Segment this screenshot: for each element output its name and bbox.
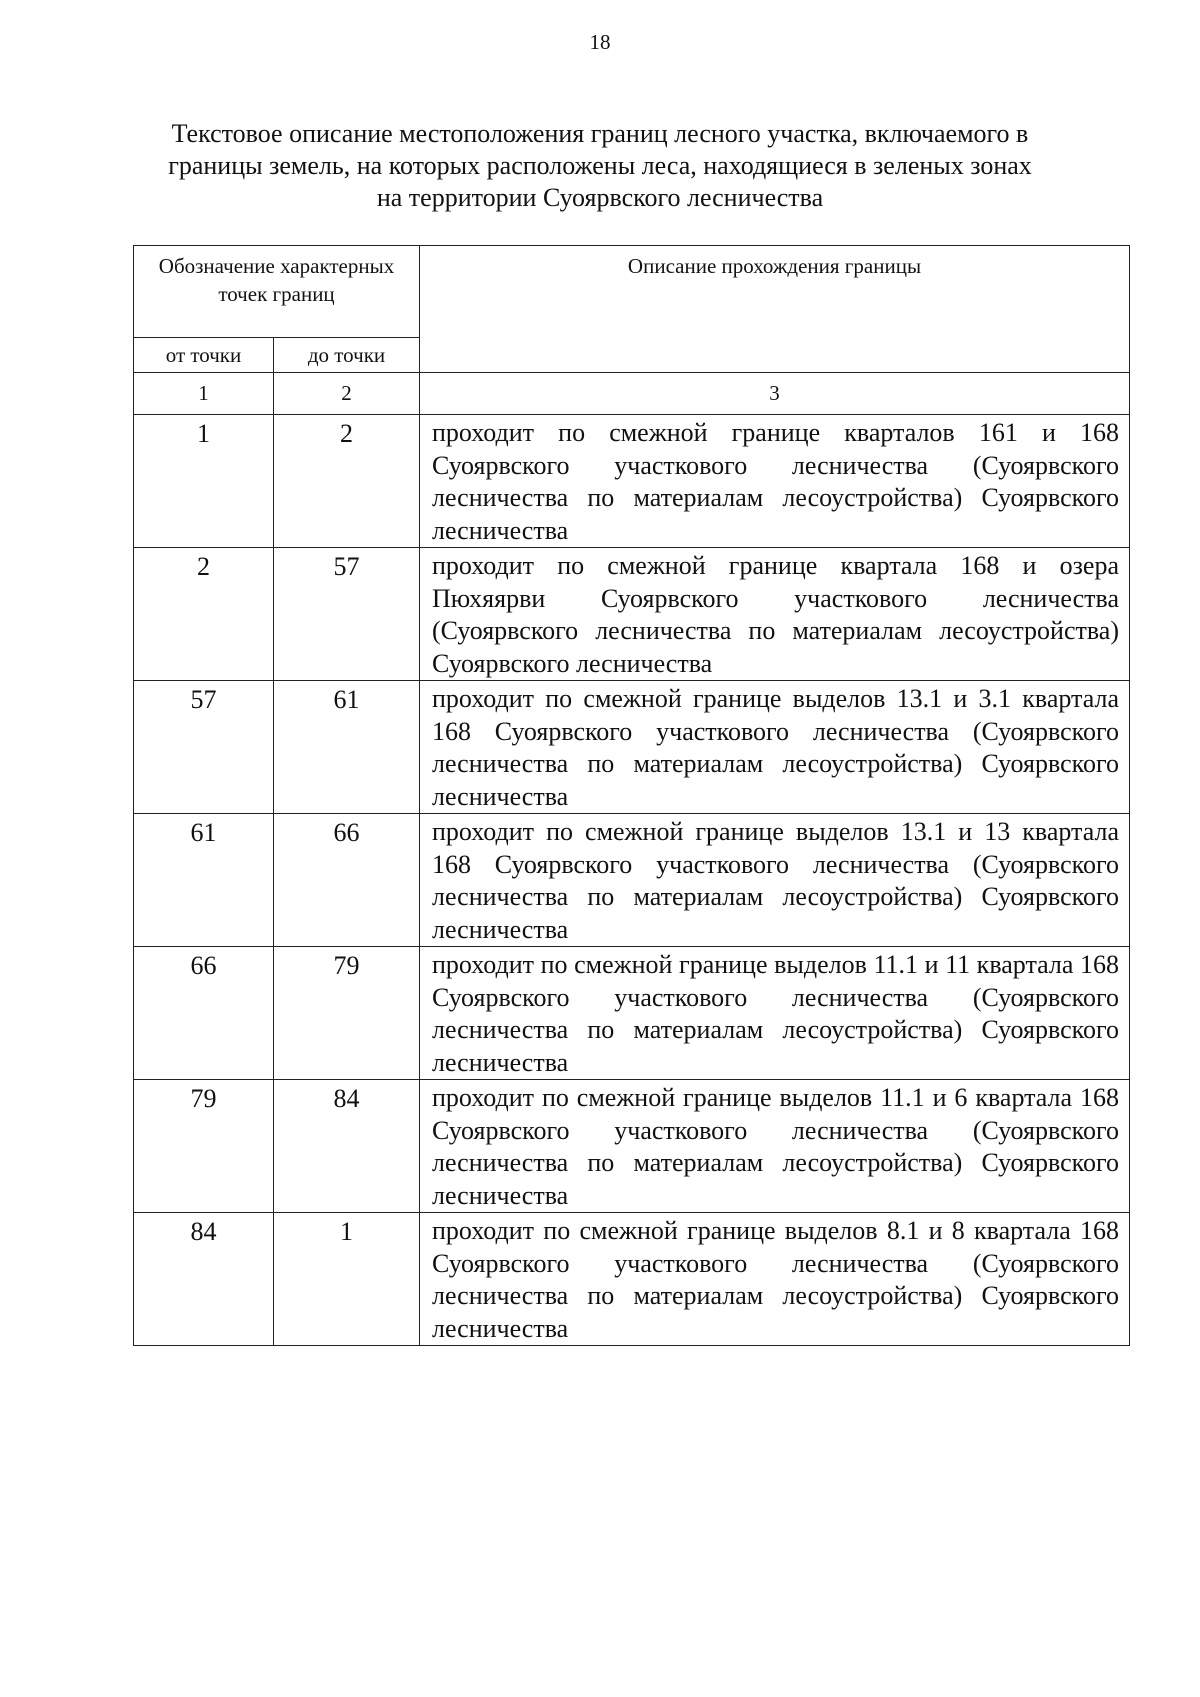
from-point: 2 xyxy=(134,548,274,681)
header-to-point: до точки xyxy=(274,338,420,373)
to-point: 79 xyxy=(274,947,420,1080)
boundary-description: проходит по смежной границе выделов 8.1 и 8 квартала 168 Суоярвского участкового лесничества (Суоярвского лесничества по материалам лесоустройства) Суоярвского лесничества xyxy=(420,1213,1130,1346)
boundary-description: проходит по смежной границе выделов 11.1 и 6 квартала 168 Суоярвского участкового лесничества (Суоярвского лесничества по материалам лесоустройства) Суоярвского лесничества xyxy=(420,1080,1130,1213)
from-point: 1 xyxy=(134,415,274,548)
boundary-description: проходит по смежной границе выделов 13.1 и 3.1 квартала 168 Суоярвского участкового лесничества (Суоярвского лесничества по материалам лесоустройства) Суоярвского лесничества xyxy=(420,681,1130,814)
table-row xyxy=(134,1080,1130,1213)
to-point: 1 xyxy=(274,1213,420,1346)
column-number: 3 xyxy=(420,373,1130,415)
to-point: 84 xyxy=(274,1080,420,1213)
to-point: 57 xyxy=(274,548,420,681)
table-row xyxy=(134,947,1130,1080)
to-point: 66 xyxy=(274,814,420,947)
boundary-description: проходит по смежной границе выделов 13.1 и 13 квартала 168 Суоярвского участкового лесничества (Суоярвского лесничества по материалам лесоустройства) Суоярвского лесничества xyxy=(420,814,1130,947)
from-point: 84 xyxy=(134,1213,274,1346)
header-points: Обозначение характерных точек границ xyxy=(134,246,420,338)
boundary-description: проходит по смежной границе кварталов 161 и 168 Суоярвского участкового лесничества (Суоярвского лесничества по материалам лесоустройства) Суоярвского лесничества xyxy=(420,415,1130,548)
table-row xyxy=(134,681,1130,814)
boundary-description: проходит по смежной границе выделов 11.1 и 11 квартала 168 Суоярвского участкового лесничества (Суоярвского лесничества по материалам лесоустройства) Суоярвского лесничества xyxy=(420,947,1130,1080)
title-line: Текстовое описание местоположения границ лесного участка, включаемого в xyxy=(171,119,1029,148)
boundary-description: проходит по смежной границе квартала 168 и озера Пюхяярви Суоярвского участкового лесничества (Суоярвского лесничества по материалам лесоустройства) Суоярвского лесничества xyxy=(420,548,1130,681)
title-line: границы земель, на которых расположены леса, находящиеся в зеленых зонах xyxy=(168,151,1032,180)
header-description: Описание прохождения границы xyxy=(420,246,1130,373)
boundary-table xyxy=(133,245,1130,1346)
title-line: на территории Суоярвского лесничества xyxy=(376,183,824,212)
page-number: 18 xyxy=(589,30,611,54)
from-point: 66 xyxy=(134,947,274,1080)
header-from-point: от точки xyxy=(134,338,274,373)
from-point: 57 xyxy=(134,681,274,814)
to-point: 2 xyxy=(274,415,420,548)
column-number: 2 xyxy=(274,373,420,415)
column-number: 1 xyxy=(134,373,274,415)
to-point: 61 xyxy=(274,681,420,814)
from-point: 61 xyxy=(134,814,274,947)
table-row xyxy=(134,548,1130,681)
table-row xyxy=(134,415,1130,548)
table-row xyxy=(134,814,1130,947)
table-row xyxy=(134,1213,1130,1346)
document-title xyxy=(150,118,1050,214)
from-point: 79 xyxy=(134,1080,274,1213)
